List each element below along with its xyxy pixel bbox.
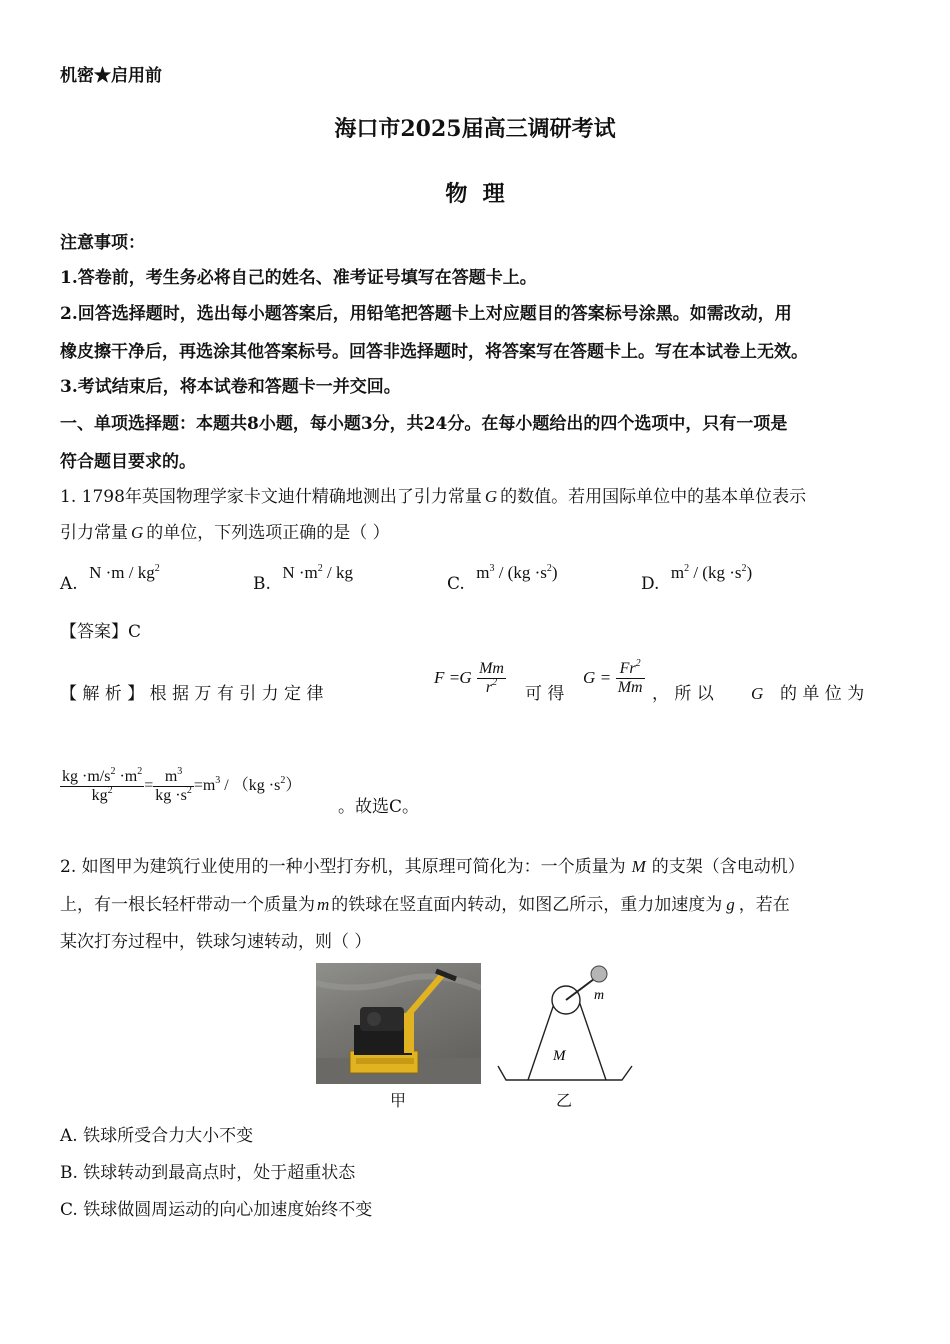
q1-option-a[interactable]: A. $N \cdot m / kg^2$ [60,563,160,594]
iron-ball [591,966,607,982]
formula-gravitation-law: F =G $\frac{Mm}{r^2}$ [434,660,504,696]
q2-option-a[interactable]: A. 铁球所受合力大小不变 [60,1126,254,1146]
q1-conclusion: 。故选C。 [338,797,420,817]
q1-option-d[interactable]: D. $m^2 / (kg \cdot s^2)$ [641,563,753,594]
tamper-machine-image [316,963,481,1084]
q2-option-c[interactable]: C. 铁球做圆周运动的向心加速度始终不变 [60,1200,373,1220]
subject-title: 物 理 [445,181,505,207]
label-m: m [594,988,605,1003]
q1-analysis-tail: ， 所 以 [652,684,714,704]
notice-heading: 注意事项： [60,233,145,253]
notice-item: 2.回答选择题时，选出每小题答案后，用铅笔把答题卡上对应题目的答案标号涂黑。如需改动，用 [60,304,792,324]
label-M: M [553,1048,566,1064]
q1-analysis-tail2: 的 单 位 为 [780,684,865,704]
q2-stem-line3: 某次打夯过程中，铁球匀速转动，则（ ） [60,932,372,952]
exam-title: 海口市2025届高三调研考试 [334,116,616,142]
q1-stem-line1: 1. 1798年英国物理学家卡文迪什精确地测出了引力常量 G 的数值。若用国际单位中的基本单位表示 [60,487,807,507]
q2-option-b[interactable]: B. 铁球转动到最高点时，处于超重状态 [60,1163,356,1183]
figure-caption-jia: 甲 [390,1091,407,1110]
formula-unit-derivation: $\frac{kg \cdot m/s^2 \cdot m^2}{kg^2}$ = $\frac{m^3}{kg \cdot s^2}$ $=m^3 / (kg \cdot s^2)$ [62,766,302,804]
q1-option-b[interactable]: B. $N \cdot m^2$ / kg [253,563,353,594]
q1-answer: 【答案】C [60,622,142,642]
q1-analysis-mid: 可 得 [525,684,565,704]
secret-label: 机密★启用前 [60,66,162,86]
q2-stem-line2: 上，有一根长轻杆带动一个质量为 m 的铁球在竖直面内转动，如图乙所示，重力加速度为 g ，若在 [60,895,790,915]
figure-tamper-photo [316,963,481,1084]
section-heading: 一、单项选择题：本题共8小题，每小题3分，共24分。在每小题给出的四个选项中，只有一项是 [60,414,788,434]
q1-option-c[interactable]: C. $m^3 / (kg \cdot s^2)$ [447,563,558,594]
symbol-G: G [751,684,764,703]
q1-analysis-label: 【 解 析 】 根 据 万 有 引 力 定 律 [60,684,324,704]
notice-item: 橡皮擦干净后，再选涂其他答案标号。回答非选择题时，将答案写在答题卡上。写在本试卷上无效。 [60,342,808,362]
figure-caption-yi: 乙 [556,1091,573,1110]
q2-stem-line1: 2. 如图甲为建筑行业使用的一种小型打夯机，其原理可简化为：一个质量为 M 的支架（含电动机） [60,857,805,877]
formula-solve-G: G = $\frac{Fr^2}{Mm}$ [583,658,643,696]
section-heading-cont: 符合题目要求的。 [60,452,196,472]
notice-item: 1.答卷前，考生务必将自己的姓名、准考证号填写在答题卡上。 [60,268,537,288]
q1-stem-line2: 引力常量 G 的单位，下列选项正确的是（ ） [60,523,390,543]
figure-diagram [490,962,638,1086]
notice-item: 3.考试结束后，将本试卷和答题卡一并交回。 [60,377,401,397]
